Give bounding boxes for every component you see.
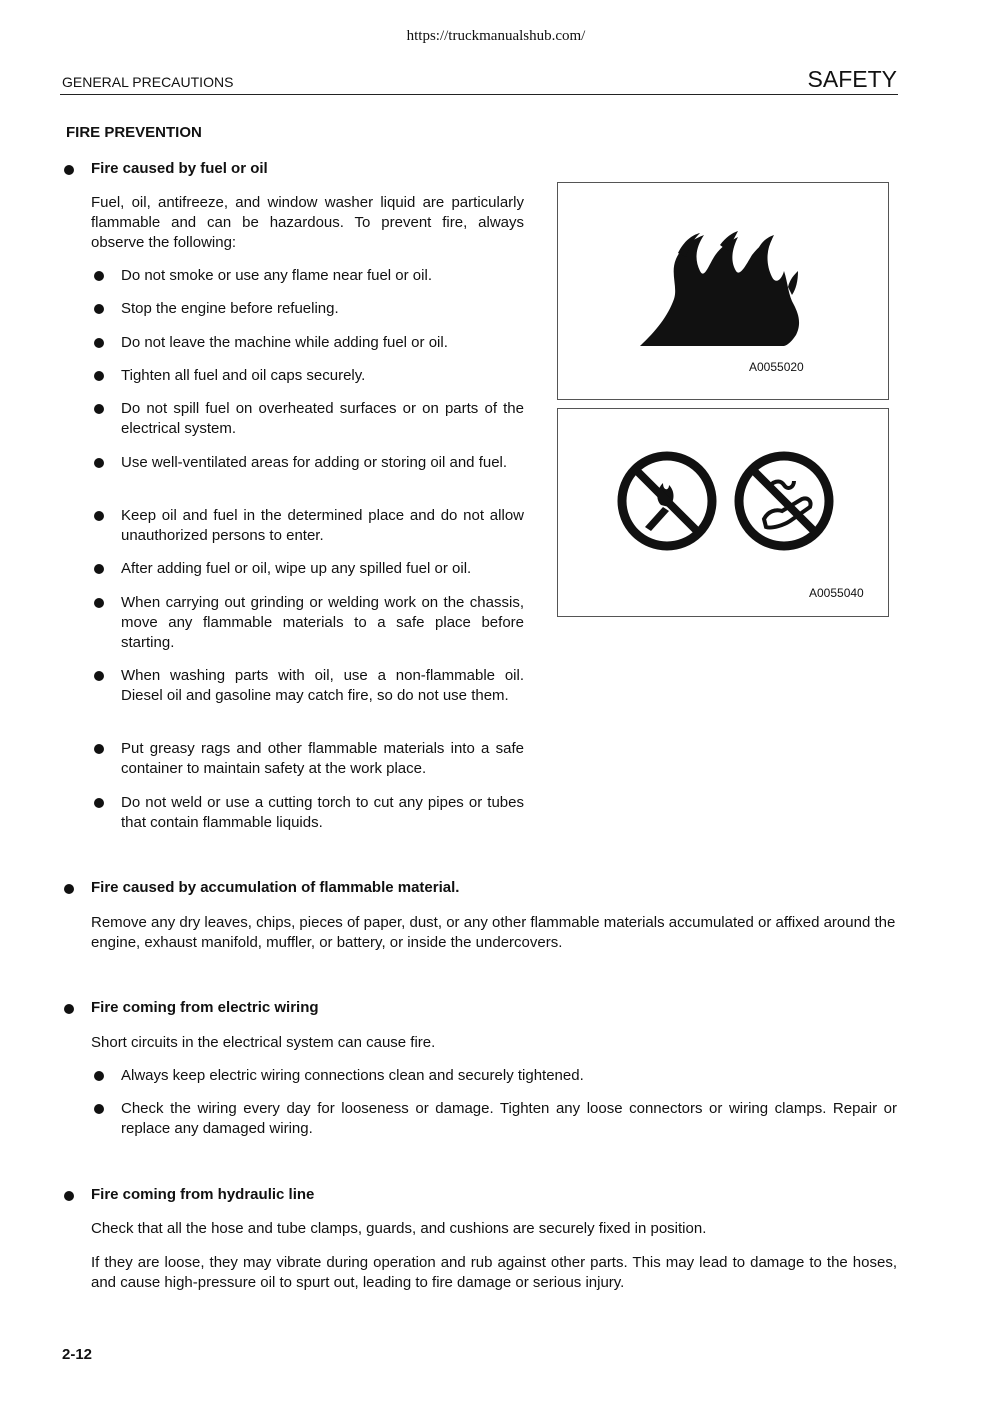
bullet-icon (94, 371, 104, 381)
page-number: 2-12 (62, 1346, 93, 1363)
list-item: Do not weld or use a cutting torch to cut any pipes or tubes that contain flammable liquids. (121, 794, 524, 831)
list-item: Stop the engine before refueling. (121, 300, 339, 317)
fuel-intro: Fuel, oil, antifreeze, and window washer liquid are particularly flammable and can be hazardous. To prevent fire, always observe the following: (91, 194, 524, 251)
list-item: Always keep electric wiring connections clean and securely tightened. (121, 1067, 584, 1084)
bullet-icon (94, 458, 104, 468)
bullet-icon (64, 1191, 74, 1201)
header-divider (60, 94, 898, 95)
figure-code-label: A0055040 (809, 586, 864, 600)
hydraulic-heading: Fire coming from hydraulic line (91, 1186, 315, 1203)
bullet-icon (94, 511, 104, 521)
list-item: When washing parts with oil, use a non-flammable oil. Diesel oil and gasoline may catch fire, so do not use them. (121, 667, 524, 704)
list-item: When carrying out grinding or welding work on the chassis, move any flammable materials to a safe place before starting. (121, 594, 524, 651)
list-item: Do not leave the machine while adding fuel or oil. (121, 334, 448, 351)
no-smoking-icon (732, 449, 836, 553)
list-item: Do not smoke or use any flame near fuel or oil. (121, 267, 432, 284)
bullet-icon (94, 798, 104, 808)
no-open-flame-icon (615, 449, 719, 553)
bullet-icon (94, 671, 104, 681)
fuel-heading: Fire caused by fuel or oil (91, 160, 268, 177)
list-item: After adding fuel or oil, wipe up any spilled fuel or oil. (121, 560, 472, 577)
list-item: Do not spill fuel on overheated surfaces or on parts of the electrical system. (121, 400, 524, 437)
prohibition-figure (557, 408, 889, 617)
accumulation-text: Remove any dry leaves, chips, pieces of paper, dust, or any other flammable materials accumulated or affixed around the engine, exhaust manifold, muffler, or battery, or inside the undercovers. (91, 914, 896, 951)
bullet-icon (94, 338, 104, 348)
bullet-icon (94, 1104, 104, 1114)
list-item: Use well-ventilated areas for adding or storing oil and fuel. (121, 454, 508, 471)
list-item: Put greasy rags and other flammable materials into a safe container to maintain safety at the work place. (121, 740, 524, 777)
section-title: FIRE PREVENTION (66, 124, 202, 141)
hydraulic-text-1: Check that all the hose and tube clamps, guards, and cushions are securely fixed in position. (91, 1220, 707, 1237)
list-item: Keep oil and fuel in the determined place and do not allow unauthorized persons to enter. (121, 507, 524, 544)
bullet-icon (64, 1004, 74, 1014)
header-section-label: GENERAL PRECAUTIONS (62, 74, 234, 90)
bullet-icon (94, 304, 104, 314)
bullet-icon (94, 598, 104, 608)
figure-code-label: A0055020 (749, 360, 804, 374)
wiring-text: Short circuits in the electrical system can cause fire. (91, 1034, 436, 1051)
accumulation-heading: Fire caused by accumulation of flammable material. (91, 879, 460, 896)
bullet-icon (94, 1071, 104, 1081)
bullet-icon (94, 404, 104, 414)
flame-figure (557, 182, 889, 400)
list-item: Tighten all fuel and oil caps securely. (121, 367, 366, 384)
wiring-heading: Fire coming from electric wiring (91, 999, 319, 1016)
bullet-icon (94, 271, 104, 281)
bullet-icon (94, 564, 104, 574)
header-chapter-title: SAFETY (807, 66, 897, 92)
flame-icon (638, 231, 808, 351)
hydraulic-text-2: If they are loose, they may vibrate during operation and rub against other parts. This may lead to damage to the hoses, and cause high-pressure oil to spurt out, leading to fire damage or serious injury. (91, 1254, 897, 1291)
bullet-icon (94, 744, 104, 754)
bullet-icon (64, 884, 74, 894)
list-item: Check the wiring every day for looseness or damage. Tighten any loose connectors or wiring clamps. Repair or replace any damaged wiring. (121, 1100, 897, 1137)
bullet-icon (64, 165, 74, 175)
source-url[interactable]: https://truckmanualshub.com/ (406, 28, 586, 44)
